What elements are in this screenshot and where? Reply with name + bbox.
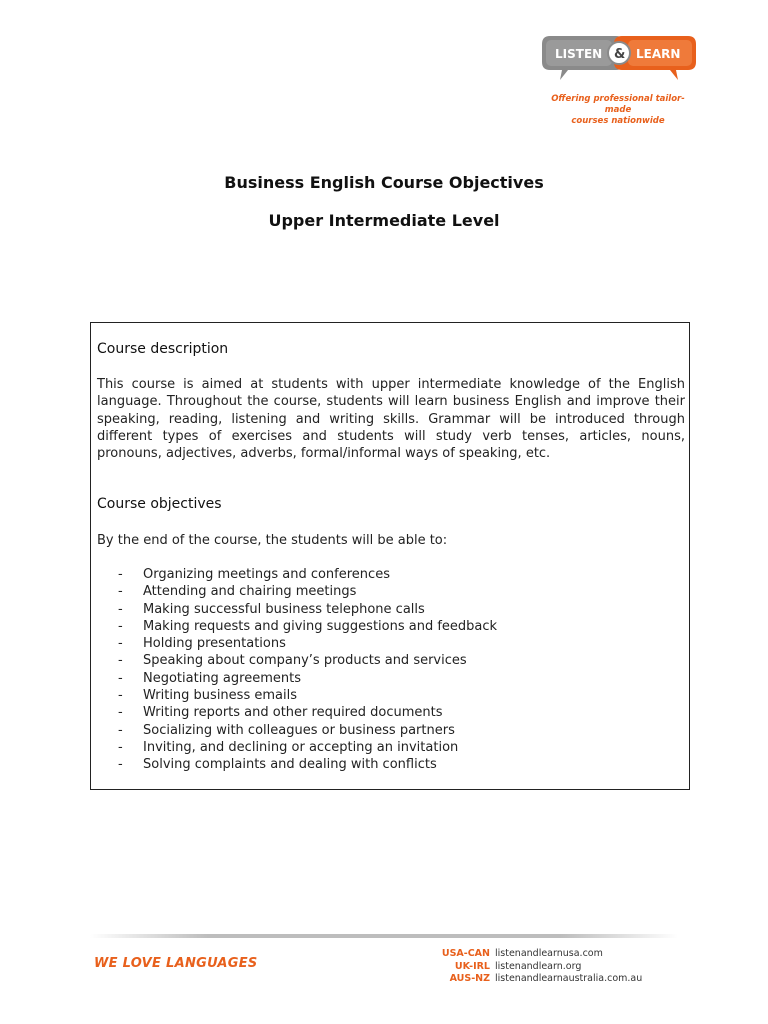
list-item-text: Solving complaints and dealing with conflicts xyxy=(143,757,437,773)
footer-divider xyxy=(90,934,678,938)
list-item-text: Writing business emails xyxy=(143,688,297,704)
tagline-line-2: courses nationwide xyxy=(571,116,665,126)
bullet-dash: - xyxy=(118,722,123,738)
bullet-dash: - xyxy=(118,688,123,704)
list-item xyxy=(97,566,685,583)
footer-contacts xyxy=(440,948,642,986)
list-item xyxy=(97,583,685,600)
list-item-text: Making requests and giving suggestions and feedback xyxy=(143,618,498,634)
footer-slogan: WE LOVE LANGUAGES xyxy=(94,956,258,971)
website-link[interactable]: listenandlearn.org xyxy=(495,960,582,972)
speech-bubbles-icon xyxy=(540,30,700,94)
list-item-text: Inviting, and declining or accepting an invitation xyxy=(143,739,459,755)
objectives-list xyxy=(97,566,685,774)
list-item xyxy=(97,756,685,773)
logo-tagline xyxy=(540,94,696,127)
bullet-dash: - xyxy=(118,584,123,600)
list-item-text: Holding presentations xyxy=(143,636,286,652)
bullet-dash: - xyxy=(118,757,123,773)
list-item xyxy=(97,601,685,618)
document-title: Business English Course Objectives xyxy=(224,173,544,192)
list-item xyxy=(97,722,685,739)
website-link[interactable]: listenandlearnaustralia.com.au xyxy=(495,973,643,984)
bullet-dash: - xyxy=(118,636,123,652)
list-item xyxy=(97,704,685,721)
logo-right-word: LEARN xyxy=(636,47,681,61)
course-description-heading: Course description xyxy=(97,341,229,357)
tagline-line-1: Offering professional tailor-made xyxy=(551,94,685,115)
list-item-text: Writing reports and other required documents xyxy=(143,705,443,721)
list-item-text: Making successful business telephone calls xyxy=(143,601,425,617)
region-code: AUS-NZ xyxy=(449,973,490,984)
bullet-dash: - xyxy=(118,601,123,617)
website-link[interactable]: listenandlearnusa.com xyxy=(495,948,603,959)
list-item-text: Speaking about company’s products and services xyxy=(143,653,467,669)
bullet-dash: - xyxy=(118,618,123,634)
list-item xyxy=(97,618,685,635)
list-item-text: Organizing meetings and conferences xyxy=(143,567,390,582)
bullet-dash: - xyxy=(118,705,123,721)
region-code: USA-CAN xyxy=(441,948,490,959)
region-code: UK-IRL xyxy=(454,960,490,972)
bullet-dash: - xyxy=(118,653,123,669)
logo-ampersand: & xyxy=(614,47,626,62)
contact-row xyxy=(440,961,642,974)
course-objectives-heading: Course objectives xyxy=(97,496,222,512)
list-item-text: Attending and chairing meetings xyxy=(143,584,357,600)
contact-row xyxy=(440,948,642,961)
list-item xyxy=(97,652,685,669)
list-item xyxy=(97,687,685,704)
list-item xyxy=(97,739,685,756)
level-title: Upper Intermediate Level xyxy=(268,211,500,230)
list-item xyxy=(97,635,685,652)
list-item-text: Socializing with colleagues or business partners xyxy=(143,722,455,738)
course-description-text: This course is aimed at students with upper intermediate knowledge of the English language. Throughout the course, students will learn business English and improve their speaking, reading, listening and writing skills. Grammar will be introduced through different types of exercises and students will study verb tenses, articles, nouns, pronouns, adjectives, adverbs, formal/informal ways of speaking, etc. xyxy=(97,377,685,462)
logo-left-word: LISTEN xyxy=(555,47,603,61)
list-item-text: Negotiating agreements xyxy=(143,670,301,686)
objectives-intro: By the end of the course, the students will be able to: xyxy=(97,533,448,548)
company-logo xyxy=(540,30,700,126)
list-item xyxy=(97,670,685,687)
bullet-dash: - xyxy=(118,670,123,686)
contact-row xyxy=(440,973,642,986)
bullet-dash: - xyxy=(118,567,123,582)
bullet-dash: - xyxy=(118,739,123,755)
